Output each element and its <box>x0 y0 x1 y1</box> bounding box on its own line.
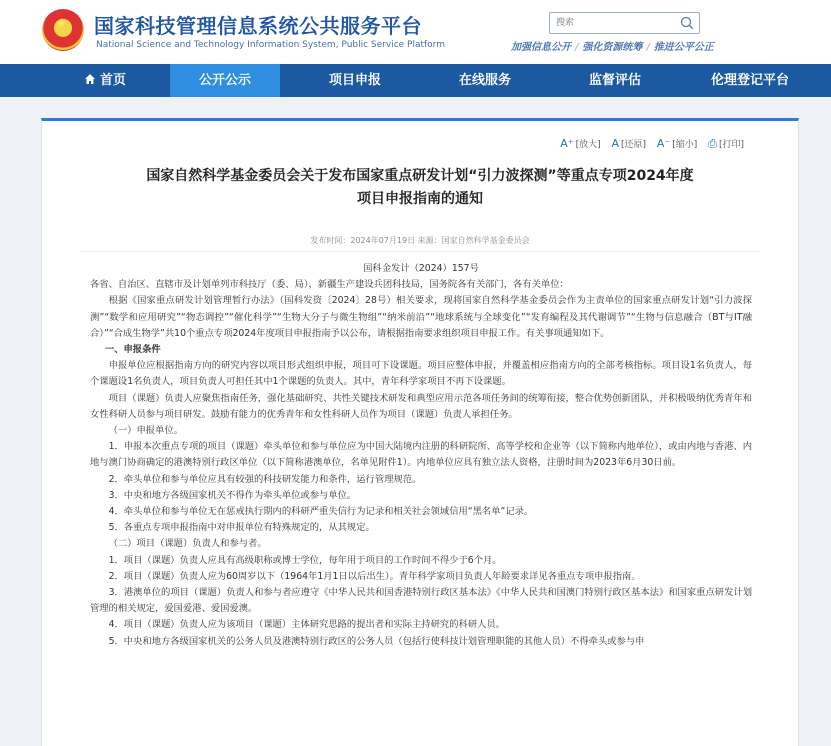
nav-item-supervision[interactable] <box>560 64 670 97</box>
restore-button[interactable] <box>611 137 647 150</box>
print-label: [打印] <box>718 140 744 150</box>
enlarge-button[interactable] <box>560 137 601 150</box>
article-meta: 发布时间：2024年07月19日 来源：国家自然科学基金委员会 <box>310 236 530 245</box>
section-heading: 一、申报条件 <box>104 344 161 356</box>
subsection-heading: （二）项目（课题）负责人和参与者。 <box>108 538 267 550</box>
subsection-heading: （一）申报单位。 <box>108 425 183 437</box>
restore-label: [还原] <box>621 140 647 150</box>
site-subtitle: National Science and Technology Information System, Public Service Platform <box>96 40 445 50</box>
print-button[interactable] <box>708 137 744 150</box>
body-paragraph: 4．项目（课题）负责人应为该项目（课题）主体研究思路的提出者和实际主持研究的科研人员。 <box>108 619 505 631</box>
site-header <box>0 0 831 64</box>
shrink-label: [缩小] <box>672 140 698 150</box>
article-body <box>90 261 752 650</box>
nav-item-label: 在线服务 <box>458 73 511 88</box>
nav-item-label: 监督评估 <box>588 73 641 88</box>
site-title[interactable]: 国家科技管理信息系统公共服务平台 <box>94 14 422 38</box>
font-shrink-icon: A⁻ <box>656 137 671 150</box>
body-paragraph: 1．项目（课题）负责人应具有高级职称或博士学位，每年用于项目的工作时间不得少于6个月。 <box>108 554 502 566</box>
nav-item-home[interactable] <box>60 64 150 97</box>
salutation: 各省、自治区、直辖市及计划单列市科技厅（委、局），新疆生产建设兵团科技局，国务院各有关部门，各有关单位： <box>90 279 569 291</box>
slogan-item: 强化资源统筹 <box>582 42 643 53</box>
body-paragraph: 5．各重点专项申报指南中对申报单位有特殊规定的，从其规定。 <box>108 522 375 534</box>
shrink-button[interactable] <box>656 137 698 150</box>
printer-icon: ⎙ <box>708 137 717 150</box>
body-paragraph: 申报单位应根据指南方向的研究内容以项目形式组织申报，项目可下设课题。项目应整体申报，并覆盖相应指南方向的全部考核指标。项目设1名负责人，每个课题设1名负责人，项目负责人可担任其中1个课题的负责人。其中，青年科学家项目不再下设课题。 <box>90 360 752 388</box>
nav-item-label: 首页 <box>99 73 126 88</box>
nav-item-ethics-platform[interactable] <box>690 64 810 97</box>
nav-item-label: 项目申报 <box>328 73 381 88</box>
home-icon <box>84 73 96 85</box>
body-paragraph: 3．中央和地方各级国家机关不得作为牵头单位或参与单位。 <box>108 489 357 501</box>
doc-number: 国科金发计（2024）157号 <box>363 263 479 274</box>
slogan-item: 加强信息公开 <box>511 42 571 53</box>
nav-item-online-service[interactable] <box>430 64 540 97</box>
slogan-item: 推进公平公正 <box>653 42 714 53</box>
article-title-line2: 项目申报指南的通知 <box>357 191 483 207</box>
body-paragraph: 4．牵头单位和参与单位无在惩戒执行期内的科研严重失信行为记录和相关社会领域信用“黑名单”记录。 <box>108 506 534 518</box>
font-enlarge-icon: A⁺ <box>560 137 574 150</box>
search-icon[interactable] <box>680 16 694 30</box>
body-paragraph: 项目（课题）负责人应聚焦指南任务，强化基础研究、共性关键技术研发和典型应用示范各项任务间的统筹衔接，整合优势创新团队，并积极吸纳优秀青年和女性科研人员参与项目研发。鼓励有能力的优秀青年和女性科研人员作为项目（课题）负责人承担任务。 <box>90 392 752 420</box>
body-paragraph: 1．申报本次重点专项的项目（课题）牵头单位和参与单位应为中国大陆境内注册的科研院所、高等学校和企业等（以下简称内地单位），或由内地与香港、内地与澳门协商确定的港澳特别行政区单位（以下简称港澳单位，名单见附件1）。内地单位应具有独立法人资格，注册时间为2023年6月30日前。 <box>90 441 752 469</box>
nav-item-label: 公开公示 <box>198 73 251 88</box>
body-paragraph: 5．中央和地方各级国家机关的公务人员及港澳特别行政区的公务人员（包括行使科技计划管理职能的其他人员）不得牵头或参与申 <box>108 635 645 647</box>
nav-item-public-notice[interactable] <box>170 64 280 97</box>
national-emblem-logo: ★ <box>42 9 84 51</box>
divider <box>80 251 760 252</box>
article-card <box>41 118 799 746</box>
article-title: 国家自然科学基金委员会关于发布国家重点研发计划“引力波探测”等重点专项2024年度 <box>146 168 694 184</box>
article-tools <box>552 137 744 151</box>
body-paragraph: 3．港澳单位的项目（课题）负责人和参与者应遵守《中华人民共和国香港特别行政区基本法》《中华人民共和国澳门特别行政区基本法》和国家重点研发计划管理的相关规定，爱国爱港、爱国爱澳。 <box>90 587 752 615</box>
body-paragraph: 2．项目（课题）负责人应为60周岁以下（1964年1月1日以后出生）。青年科学家项目负责人年龄要求详见各重点专项申报指南。 <box>108 570 641 582</box>
search-box <box>549 12 700 34</box>
body-paragraph: 根据《国家重点研发计划管理暂行办法》（国科发资〔2024〕28号）相关要求，现将国家自然科学基金委员会作为主责单位的国家重点研发计划“引力波探测”“数学和应用研究”“物态调控”“催化科学”“生物大分子与微生物组”“纳米前沿”“地球系统与全球变化”“发育编程及其代谢调节”“生物与信息融合（BT与IT融合）”“合成生物学”共10个重点专项2024年度项目申报指南予以公布，请根据指南要求组织项目申报工作。有关事项通知如下。 <box>90 295 752 339</box>
nav-item-project-application[interactable] <box>300 64 410 97</box>
search-input[interactable] <box>556 15 674 31</box>
body-paragraph: 2．牵头单位和参与单位应具有较强的科技研发能力和条件，运行管理规范。 <box>108 473 422 485</box>
slogan: 加强信息公开 / 强化资源统筹 / 推进公平公正 <box>511 42 714 53</box>
enlarge-label: [放大] <box>575 140 601 150</box>
main-nav <box>0 64 831 97</box>
nav-item-label: 伦理登记平台 <box>710 73 789 88</box>
font-restore-icon: A <box>611 137 619 150</box>
